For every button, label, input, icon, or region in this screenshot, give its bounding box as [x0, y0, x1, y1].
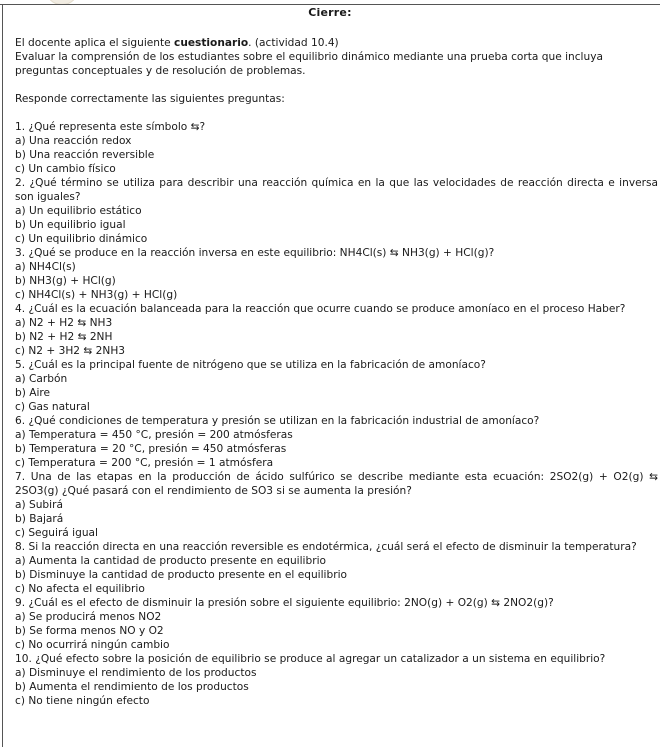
option-a: a) Un equilibrio estático	[15, 205, 142, 217]
question-2	[15, 176, 658, 246]
question-text: 3. ¿Qué se produce en la reacción inversa en este equilibrio: NH4Cl(s) ⇆ NH3(g) + HCl(g)?	[15, 247, 495, 259]
option-c: c) Temperatura = 200 °C, presión = 1 atmósfera	[15, 457, 274, 469]
option-b: b) Una reacción reversible	[15, 149, 155, 161]
question-list	[15, 120, 658, 708]
option-a: a) N2 + H2 ⇆ NH3	[15, 317, 113, 329]
option-a: a) Aumenta la cantidad de producto presente en equilibrio	[15, 555, 327, 567]
intro-objective: Evaluar la comprensión de los estudiantes sobre el equilibrio dinámico mediante una prueba corta que incluya preguntas conceptuales y de resolución de problemas.	[15, 51, 603, 77]
question-5	[15, 358, 658, 414]
option-b: b) Un equilibrio igual	[15, 219, 126, 231]
option-a: a) Carbón	[15, 373, 68, 385]
question-7	[15, 470, 658, 540]
option-c: c) No tiene ningún efecto	[15, 695, 150, 707]
question-text: 7. Una de las etapas en la producción de ácido sulfúrico se describe mediante esta ecuación: 2SO2(g) + O2(g) ⇆ 2SO3(g) ¿Qué pasará con el rendimiento de SO3 si se aumenta la presión?	[15, 471, 658, 497]
question-text: 8. Si la reacción directa en una reacción reversible es endotérmica, ¿cuál será el efecto de disminuir la temperatura?	[15, 541, 637, 553]
question-text: 2. ¿Qué término se utiliza para describir una reacción química en la que las velocidades de reacción directa e inversa son iguales?	[15, 177, 658, 203]
question-6	[15, 414, 658, 470]
option-b: b) Disminuye la cantidad de producto presente en el equilibrio	[15, 569, 348, 581]
question-text: 6. ¿Qué condiciones de temperatura y presión se utilizan en la fabricación industrial de amoníaco?	[15, 415, 540, 427]
option-a: a) Subirá	[15, 499, 63, 511]
intro-text-post: . (actividad 10.4)	[248, 37, 339, 49]
option-a: a) Temperatura = 450 °C, presión = 200 atmósferas	[15, 429, 293, 441]
option-c: c) N2 + 3H2 ⇆ 2NH3	[15, 345, 126, 357]
option-b: b) N2 + H2 ⇆ 2NH	[15, 331, 113, 343]
option-a: a) Se producirá menos NO2	[15, 611, 162, 623]
option-c: c) No ocurrirá ningún cambio	[15, 639, 170, 651]
option-b: b) NH3(g) + HCl(g)	[15, 275, 116, 287]
option-b: b) Se forma menos NO y O2	[15, 625, 164, 637]
spacer	[15, 106, 658, 120]
instruction: Responde correctamente las siguientes preguntas:	[15, 93, 285, 105]
option-c: c) NH4Cl(s) + NH3(g) + HCl(g)	[15, 289, 178, 301]
section-title: Cierre:	[308, 6, 352, 19]
intro-line	[15, 36, 658, 50]
question-text: 10. ¿Qué efecto sobre la posición de equilibrio se produce al agregar un catalizador a un sistema en equilibrio?	[15, 653, 606, 665]
option-b: b) Aumenta el rendimiento de los productos	[15, 681, 249, 693]
question-8	[15, 540, 658, 596]
option-b: b) Bajará	[15, 513, 64, 525]
option-b: b) Aire	[15, 387, 51, 399]
spacer	[15, 78, 658, 92]
question-text: 5. ¿Cuál es la principal fuente de nitrógeno que se utiliza en la fabricación de amoníaco?	[15, 359, 486, 371]
question-text: 9. ¿Cuál es el efecto de disminuir la presión sobre el siguiente equilibrio: 2NO(g) + O2(g) ⇆ 2NO2(g)?	[15, 597, 554, 609]
option-a: a) Disminuye el rendimiento de los productos	[15, 667, 257, 679]
question-10	[15, 652, 658, 708]
option-a: a) Una reacción redox	[15, 135, 132, 147]
option-c: c) Seguirá igual	[15, 527, 98, 539]
left-border	[2, 4, 3, 747]
top-border	[0, 4, 660, 5]
question-4	[15, 302, 658, 358]
question-1	[15, 120, 658, 176]
intro-bold: cuestionario	[174, 37, 249, 49]
question-9	[15, 596, 658, 652]
option-a: a) NH4Cl(s)	[15, 261, 76, 273]
question-text: 1. ¿Qué representa este símbolo ⇆?	[15, 121, 206, 133]
option-c: c) Un equilibrio dinámico	[15, 233, 148, 245]
content	[15, 36, 658, 708]
question-3	[15, 246, 658, 302]
option-c: c) No afecta el equilibrio	[15, 583, 145, 595]
option-c: c) Un cambio físico	[15, 163, 116, 175]
option-c: c) Gas natural	[15, 401, 90, 413]
question-text: 4. ¿Cuál es la ecuación balanceada para la reacción que ocurre cuando se produce amoníaco en el proceso Haber?	[15, 303, 626, 315]
intro-text-pre: El docente aplica el siguiente	[15, 37, 175, 49]
option-b: b) Temperatura = 20 °C, presión = 450 atmósferas	[15, 443, 287, 455]
